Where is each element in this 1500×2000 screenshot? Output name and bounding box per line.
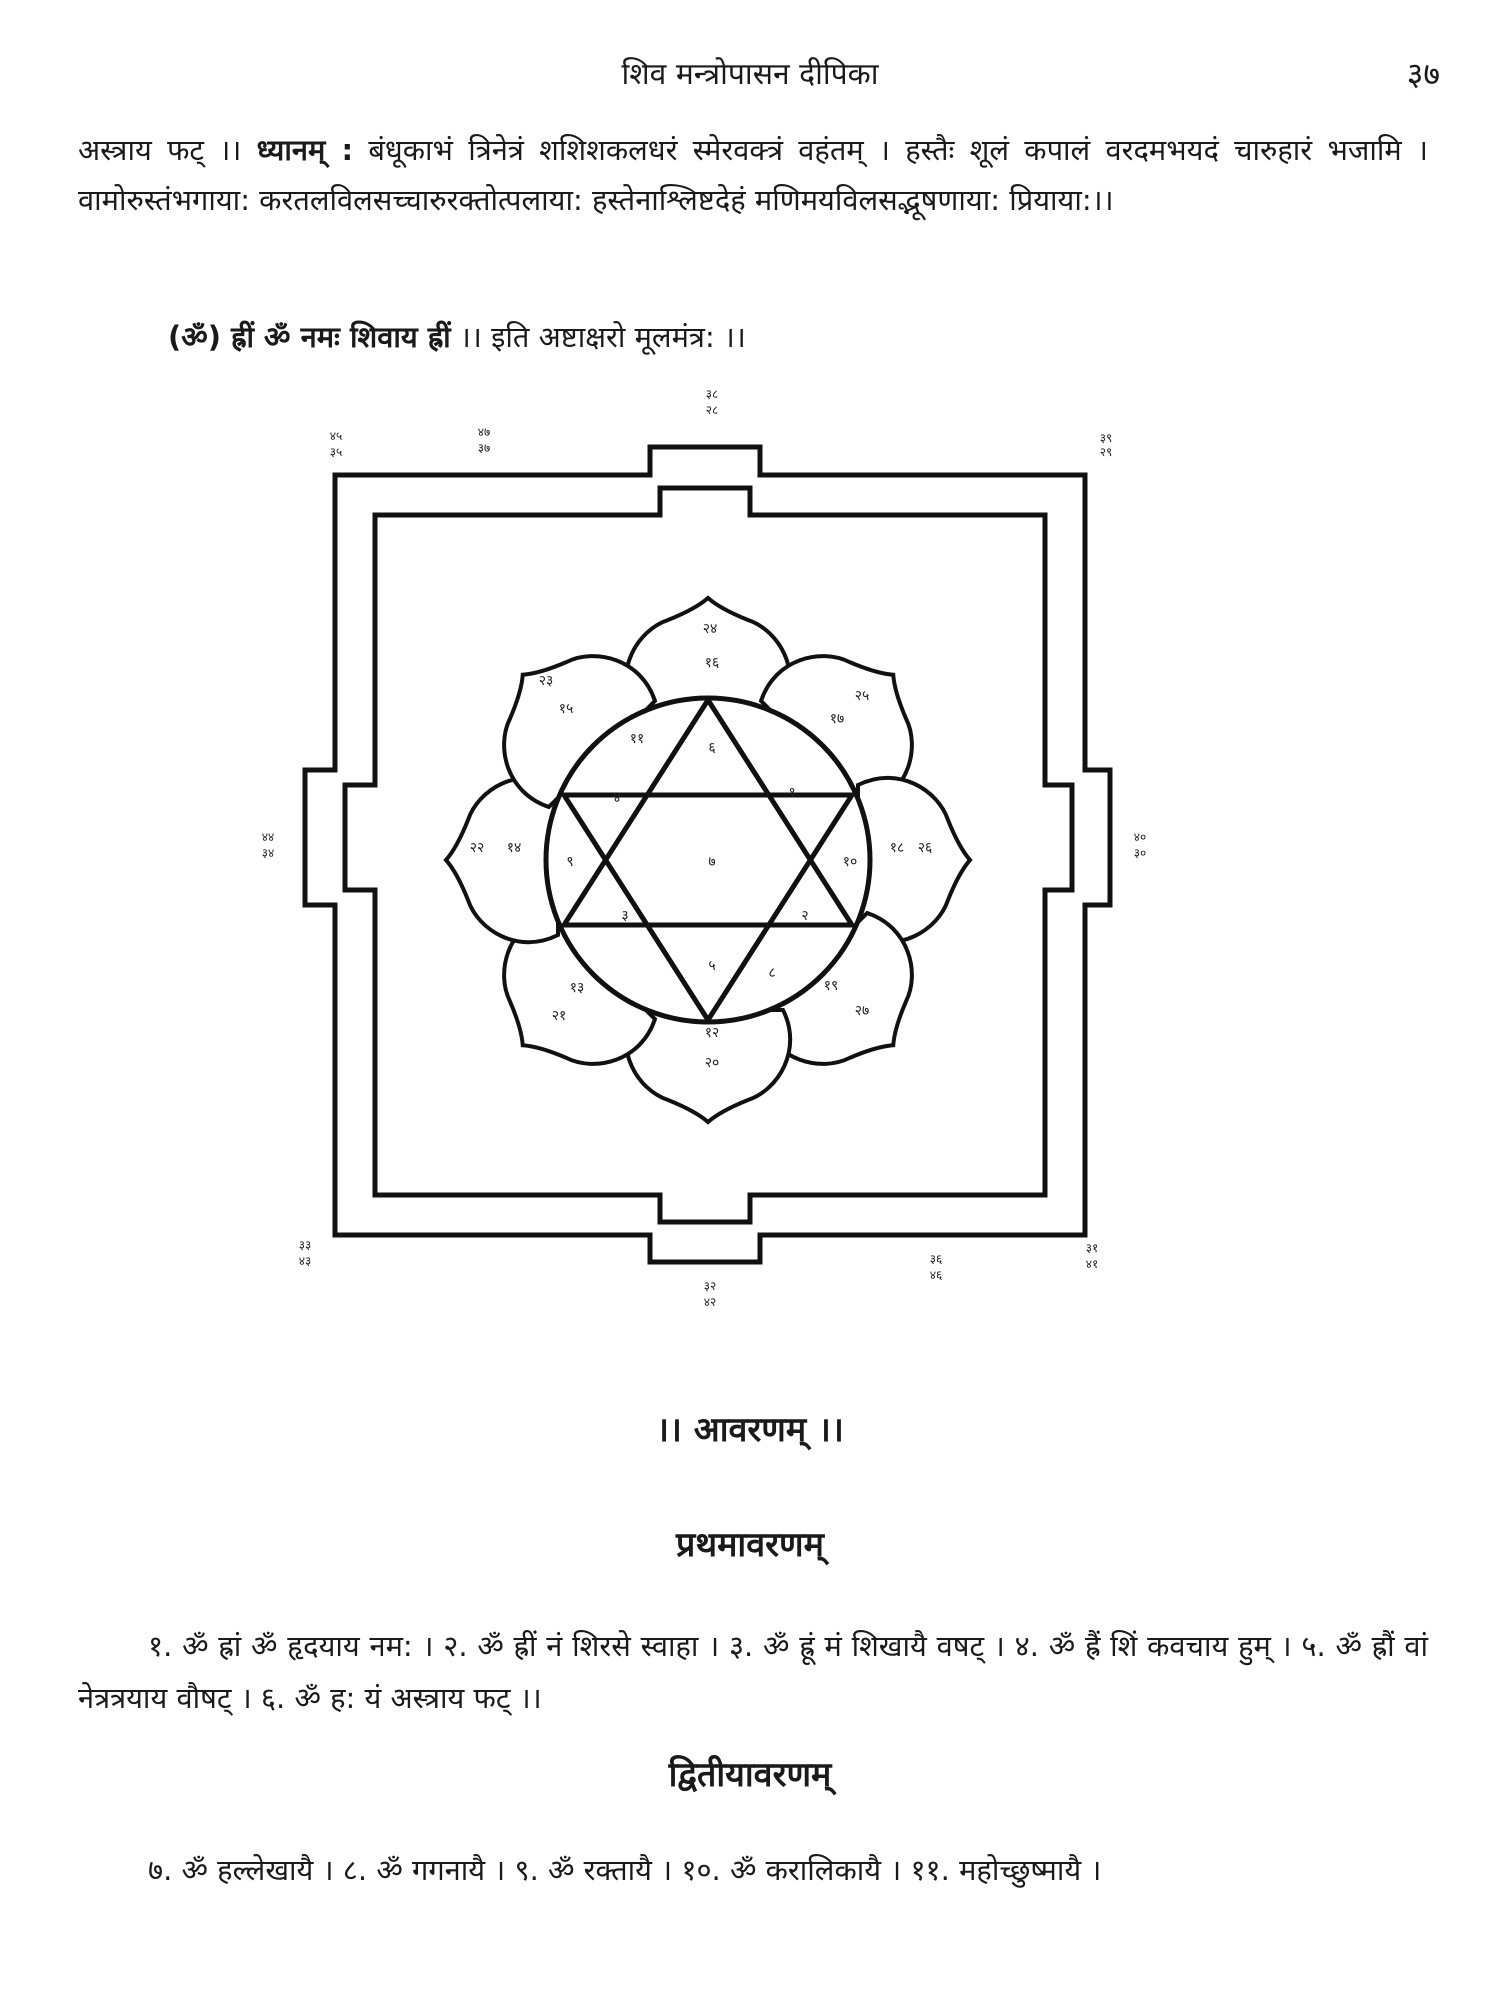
hexagram-number: २	[801, 908, 809, 924]
hexagram-number: १०	[842, 854, 858, 870]
outer-number: ४१	[1085, 1257, 1099, 1271]
petal-number: १४	[506, 840, 522, 856]
petal-number: १७	[829, 711, 845, 727]
hexagram-number: ५	[708, 958, 716, 974]
outer-number: ४०	[1133, 830, 1147, 844]
petal-number: १२	[704, 1025, 720, 1041]
outer-number: २८	[705, 403, 719, 417]
petal-number: २०	[704, 1055, 720, 1071]
hexagram-number: ९	[566, 854, 574, 870]
outer-number: २९	[1099, 445, 1113, 459]
outer-number: ३५	[329, 445, 343, 459]
outer-number: ३६	[929, 1252, 943, 1266]
petal-number: २२	[469, 840, 485, 856]
para-lead: अस्त्राय फट् ।।	[78, 133, 242, 167]
outer-number: ४५	[329, 429, 343, 443]
outer-number: ३१	[1085, 1241, 1099, 1255]
hexagram-number: ४	[613, 790, 621, 806]
outer-number: ३३	[298, 1238, 312, 1252]
petal-number: २१	[551, 1008, 567, 1024]
outer-number: ४४	[261, 830, 275, 844]
outer-number: ३८	[705, 387, 719, 401]
petal-number: १६	[704, 655, 720, 671]
dvitiya-text: ७. ॐ हल्लेखायै । ८. ॐ गगनायै । ९. ॐ रक्तायै । १०. ॐ करालिकायै । ११. महोच्छुष्मायै ।	[148, 1853, 1102, 1887]
circle-number: ११	[629, 731, 645, 747]
petal-number: २५	[854, 688, 870, 704]
outer-number: ३७	[477, 441, 491, 455]
prathama-avaranam-text	[78, 1620, 1428, 1724]
petal-number: २४	[702, 621, 718, 637]
petal-number: १९	[823, 978, 839, 994]
petal-number: १८	[889, 840, 905, 856]
circle-number: ८	[768, 965, 776, 981]
dvitiya-avaranam-heading: द्वितीयावरणम्	[668, 1755, 832, 1795]
petal-number: १३	[569, 980, 585, 996]
hexagram-number: ६	[708, 740, 716, 756]
outer-number: ३२	[703, 1279, 717, 1293]
outer-number: ३०	[1133, 846, 1147, 860]
petal-number: १५	[558, 701, 574, 717]
yantra-center-number: ७	[708, 854, 716, 870]
dhyanam-label: ध्यानम् :	[256, 133, 354, 167]
outer-number: ४२	[703, 1295, 717, 1309]
dhyanam-text: बंधूकाभं त्रिनेत्रं शशिशकलधरं स्मेरवक्त्रं वहंतम् । हस्तैः शूलं कपालं वरदमभयदं चारुहारं भजामि । वामोरुस्तंभगाया: करतलविलसच्चारुरक्तोत्पलाया: हस्तेनाश्लिष्टदेहं मणिमयविलसद्भूषणाया: प्रियाया:।।	[78, 133, 1429, 217]
avaranam-heading: ।। आवरणम् ।।	[656, 1410, 844, 1450]
prathama-text: १. ॐ ह्रां ॐ हृदयाय नम: । २. ॐ ह्रीं नं शिरसे स्वाहा । ३. ॐ ह्रूं मं शिखायै वषट् । ४. ॐ ह्रैं शिं कवचाय हुम् । ५. ॐ ह्रौं वां नेत्रत्रयाय वौषट् । ६. ॐ ह: यं अस्त्राय फट् ।।	[78, 1629, 1428, 1715]
petal-number: २६	[917, 840, 933, 856]
dvitiya-avaranam-text	[78, 1845, 1428, 1895]
page-number: ३७	[1406, 55, 1440, 93]
petal-number: २३	[538, 673, 554, 689]
outer-number: ४६	[929, 1268, 943, 1282]
outer-number: ४३	[298, 1254, 312, 1268]
mula-mantra: (ॐ) ह्रीं ॐ नमः शिवाय ह्रीं	[168, 320, 451, 354]
outer-number: ३९	[1099, 431, 1113, 445]
hexagram-number: १	[788, 785, 796, 801]
hexagram-number: ३	[621, 908, 629, 924]
outer-number: ४७	[477, 425, 491, 439]
running-title: शिव मन्त्रोपासन दीपिका	[621, 57, 879, 92]
prathama-avaranam-heading: प्रथमावरणम्	[676, 1525, 824, 1565]
outer-number: ३४	[261, 846, 275, 860]
mula-mantra-caption: ।। इति अष्टाक्षरो मूलमंत्र: ।।	[459, 320, 746, 354]
petal-number: २७	[854, 1003, 870, 1019]
